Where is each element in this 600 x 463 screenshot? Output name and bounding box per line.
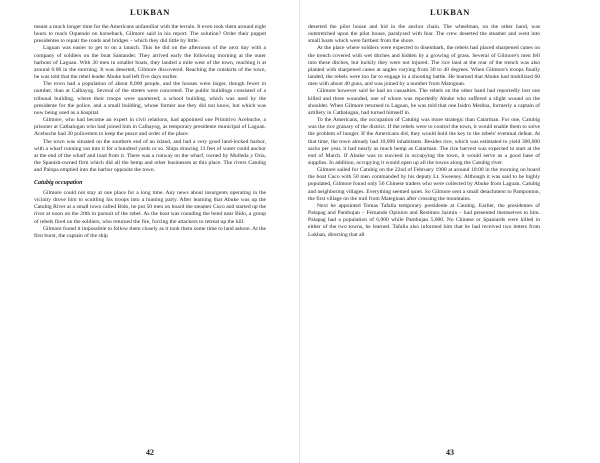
paragraph: Laguan was easier to get to on a launch. This he did on the afternoon of the next day with a company of soldiers on the boat Santander. They arrived early the following morning at the outer harbour of Laguan. With 30 men in smaller boats, they landed a mile west of the town, reaching it at around 6:00 in the morning. It was deserted, Gilmore discovered. Reaching the outskirts of the town, he was told that the rebel leader Abuke had left five days earlier. [34,45,266,81]
page-number: 42 [146,448,154,457]
paragraph: Gilmore sailed for Catubig on the 22nd of February 1900 at around 10:00 in the morning on board the boat Cuco with 50 men commanded by his deputy Lt. Sweeney. Although it was said to be highly populated, Gilmore found only 56 Chinese traders who were collected by Abuke from Laguan, Catubig and neighboring villages. Everything seemed quiet. So Gilmore sent a small detachment to Pamponton, the first village on the trail from Mateginan after crossing the mountains. [308,167,540,202]
paragraph: Gilmore found it impossible to follow them closely as it took them some time to land ashore. At the first burst, the captain of the ship [34,225,266,239]
paragraph: The town was situated on the southern end of an island, and had a very good land-locked harbor, with a wharf running out into it for a hundred yards or so. Ships drawing 13 feet of water could anchor at the end of the wharf and load from it. There was a runway on the wharf, owned by Molleda y Oria, the Spanish-owned firm which did all the hemp and other businesses at this place. The rivers Catubig and Palopa emptied into the harbor opposite the town. [34,138,266,174]
paragraph: Gilmore however said he had no casualties. The rebels on the other hand had reportedly lost one killed and three wounded, one of whom was reportedly Abuke who suffered a slight wound on the shoulder. When Gilmore returned to Laguan, he was told that one Isidro Medina, formerly a captain of artillery in Catbalogan, had turned himself in. [308,88,540,116]
paragraph: meant a much longer time for the Americans unfamiliar with the terrain. It even took them around eight hours to reach Oquendo on horseback, Gilmore said in his report. The solution? Order their puppet presidentes to repair the roads and bridges – which they did little by little. [34,24,266,45]
paragraph: At the place where soldiers were expected to disembark, the rebels had placed sharpened canes on the trench covered with wet ditches and hidden by a growing of grass. Several of Gilmore's men fell into these ditches, but luckily they were not injured. The rice land at the rear of the trench was also planted with sharpened canes at angles varying from 30 to 40 degrees. When Gilmore's troops finally landed, the rebels were too far to engage in a shooting battle. He learned that Abuke had mobilized 60 men with about 40 guns, and was joined by a number from Matognan. [308,45,540,88]
paragraph: Next he appointed Tomas Tafalla temporary presidente at Catubig. Earlier, the presidentes of Palapag and Pambujan – Fernando Opinion and Restituto Jazmin – had presented themselves to him. Palapag had a population of 6,000 while Pambujan 5,000. No Chinese or Spaniards were killed in either of the two towns, he learned. Tafalla also informed him that he had received two letters from Lukban, directing that all [308,202,540,238]
running-header: LUKBAN [430,7,470,17]
paragraph: The town had a population of about 8,000 people, and the houses were larger, though fewer in number, than at Calbayog. Several of the streets were concreted. The public buildings consisted of a tribunal building, where their troops were quartered; a school building, which was used by the presidente for the police, and a small building, whose former use they did not know, but which was now being used as a hospital. [34,81,266,116]
page-body [308,24,540,239]
paragraph: To the Americans, the occupation of Catubig was more strategic than Catarman. For one, Catubig was the rice granary of the district. If the rebels were to control the town, it would enable them to solve the problem of hunger. If the Americans did, they would hold the key to the rebels' eventual defeat. At that time, the town already had 10,000 inhabitants. Besides rice, which was estimated to yield 300,000 sacks per year, it had nearly as much hemp as Catarman. The rice harvest was expected to start at the end of March. If Abuke was to succeed in occupying the town, it would serve as a good base of supplies. In addition, occupying it would open up all the towns along the Catubig river. [308,117,540,166]
paragraph: deserted the pilot house and hid in the anchor chain. The wheelman, on the other hand, was outstretched upon the pilot house, paralyzed with fear. The crew deserted the steamer and went into small boats which were farthest from the shore. [308,24,540,45]
running-header: LUKBAN [130,7,170,17]
right-page [300,0,600,463]
section-subheading: Catubig occupation [34,180,83,187]
page-body [34,24,266,240]
paragraph: Gilmore, who had become an expert in civil relations, had appointed one Primitivo Acebuche, a prisoner at Catbalogan who had joined him in Calhayog, as temporary presidente municipal of Laguan. Acebuche had 30 policemen to keep the peace and order of the place. [34,117,266,138]
page-number: 43 [446,448,454,457]
paragraph: Gilmore could not stay at one place for a long time. Any news about insurgents operating in the vicinity drove him to scuttling his troops into a hunting party. After learning that Abuke was up the Catubig River at a small town called Bido, he put 50 men on board the steamer Cuco and started up the river at noon on the 20th in pursuit of the rebel. As the boat was rounding the bend near Bido, a group of rebels fired on the soldiers, who returned the fire, forcing the attackers to retreat up the hill. [34,189,266,225]
